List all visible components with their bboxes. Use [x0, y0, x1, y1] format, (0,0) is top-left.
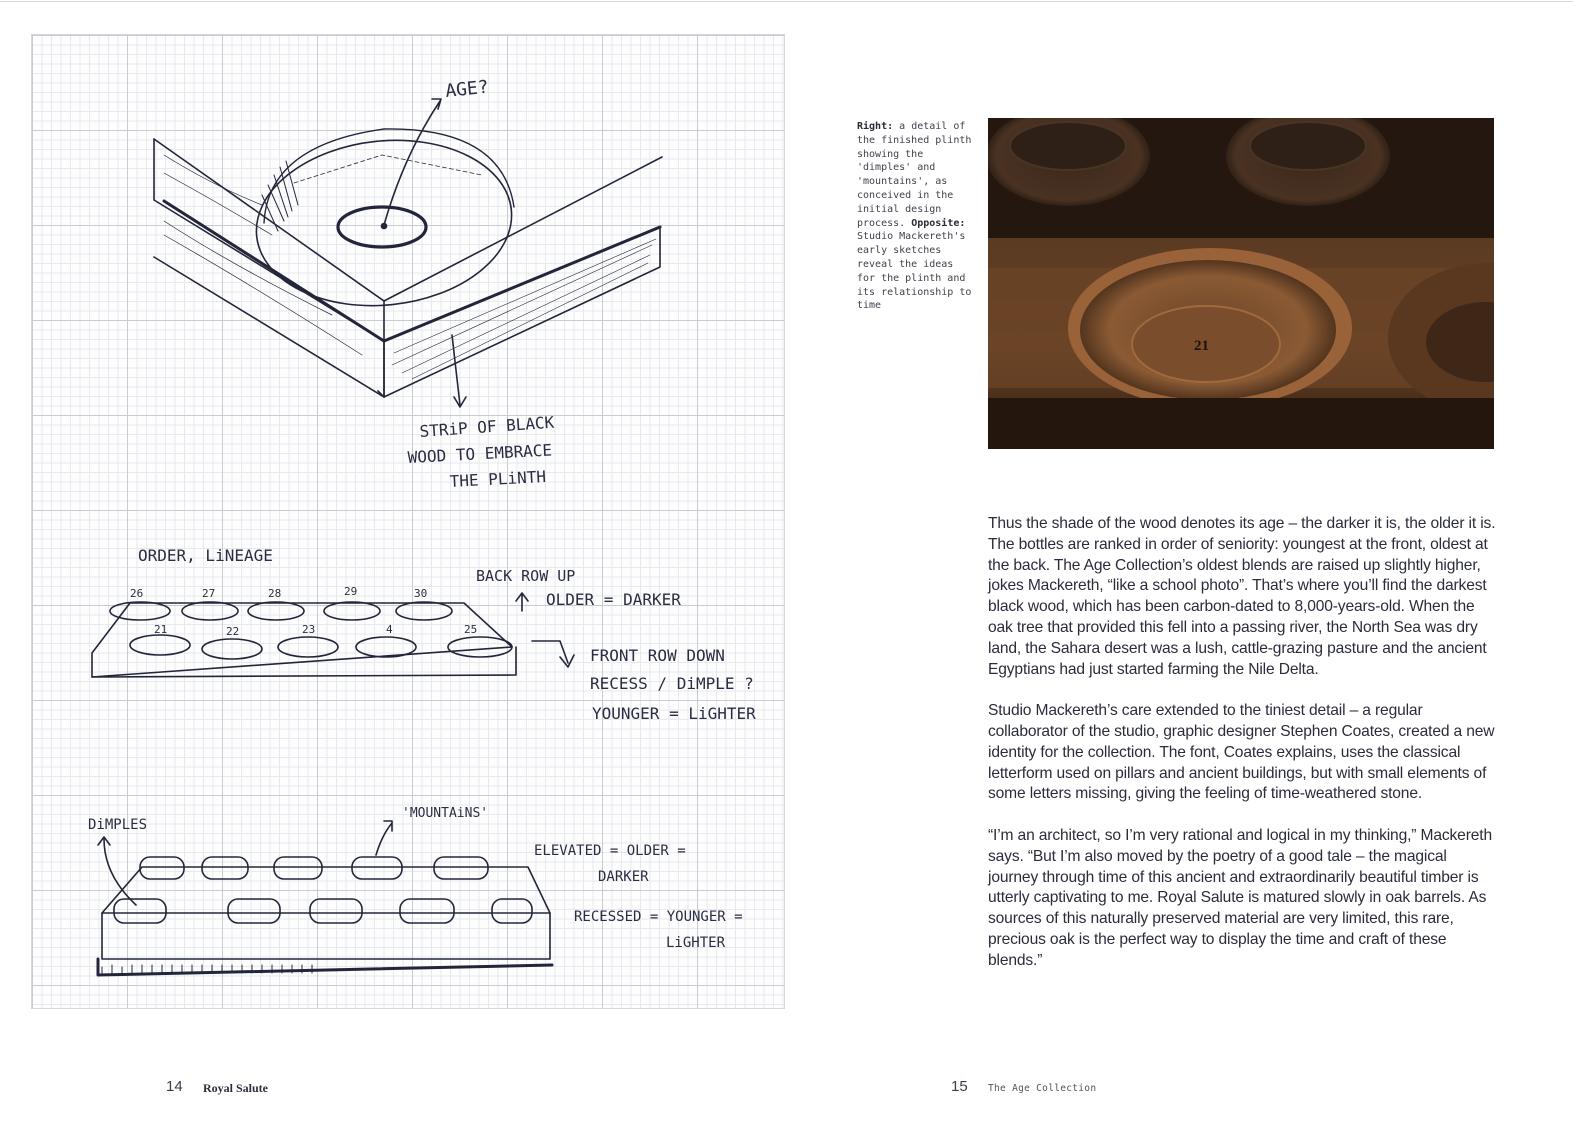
label-recessed-2: LiGHTER: [666, 935, 726, 951]
folio-left-title: Royal Salute: [203, 1081, 269, 1095]
back-number: 28: [268, 587, 282, 600]
sketch-corner-plinth: [154, 99, 662, 407]
folio-left-number: 14: [166, 1078, 183, 1095]
paragraph: “I’m an architect, so I’m very rational and logical in my thinking,” Mackereth says. “But I’m also moved by the poetry of a good tale – the magical journey through time of this ancient and extraordinarily beautiful timber is utterly captivating to me. Royal Salute is matured slowly in oak barrels. As sources of this naturally preserved material are very limited, this rare, precious oak is the perfect way to display the time and craft of these blends.”: [988, 826, 1492, 969]
sketch-graph-paper: [31, 34, 785, 1009]
label-back-row: BACK ROW UP: [476, 567, 576, 585]
plinth-detail-photo: [988, 118, 1494, 449]
label-front-row: FRONT ROW DOWN: [590, 646, 725, 665]
front-number: 4: [386, 623, 393, 636]
caption-opposite-label: Opposite:: [911, 217, 966, 229]
caption-right-label: Right:: [857, 121, 894, 132]
label-recess-dimple: RECESS / DiMPLE ?: [590, 674, 754, 693]
top-rule: [0, 1, 1573, 2]
label-older-darker: OLDER = DARKER: [546, 590, 681, 609]
folio-right-number: 15: [951, 1078, 968, 1095]
label-order-lineage: ORDER, LiNEAGE: [138, 546, 273, 565]
label-age: AGE?: [444, 76, 490, 102]
engraved-number: 21: [1194, 338, 1209, 354]
caption-right-text: a detail of the finished plinth showing the 'dimples' and 'mountains', as conceived in the initial design process.: [857, 121, 972, 229]
front-number: 23: [302, 623, 316, 636]
plinth-sketches: [32, 35, 784, 1008]
label-dimples: DiMPLES: [88, 817, 148, 833]
label-strip-3: THE PLiNTH: [449, 466, 547, 491]
front-number: 21: [154, 623, 168, 636]
label-mountains: 'MOUNTAiNS': [402, 806, 489, 821]
folio-right-title: The Age Collection: [988, 1083, 1097, 1094]
label-strip-1: STRiP OF BLACK: [418, 412, 555, 441]
sketch-dimples-mountains: [98, 821, 552, 975]
label-elevated-1: ELEVATED = OLDER =: [534, 843, 686, 859]
label-strip-2: WOOD TO EMBRACE: [407, 440, 553, 467]
label-younger-lighter: YOUNGER = LiGHTER: [592, 704, 756, 723]
label-recessed-1: RECESSED = YOUNGER =: [574, 909, 743, 925]
back-number: 29: [344, 585, 358, 598]
article-body: [988, 514, 1500, 992]
back-number: 26: [130, 587, 144, 600]
label-elevated-2: DARKER: [598, 869, 649, 885]
front-number: 22: [226, 625, 240, 638]
paragraph: Thus the shade of the wood denotes its age – the darker it is, the older it is. The bottles are ranked in order of seniority: youngest at the front, oldest at the back. The Age Collection’s oldest blends are raised up slightly higher, jokes Mackereth, “like a school photo”. That’s where you’ll find the darkest black wood, which has been carbon-dated to 8,000-years-old. When the oak tree that provided this fell into a passing river, the North Sea was dry land, the Sahara desert was a lush, cattle-grazing pasture and the ancient Egyptians had just started farming the Nile Delta.: [988, 515, 1496, 678]
back-number: 30: [414, 587, 428, 600]
paragraph: Studio Mackereth’s care extended to the tiniest detail – a regular collaborator of the studio, graphic designer Stephen Coates, created a new identity for the collection. The font, Coates explains, uses the classical letterform used on pillars and ancient buildings, but with small elements of some letters missing, giving the feeling of time-weathered stone.: [988, 702, 1495, 803]
caption-opposite-text: Studio Mackereth's early sketches reveal the ideas for the plinth and its relationship to time: [857, 231, 972, 312]
front-number: 25: [464, 623, 478, 636]
back-number: 27: [202, 587, 216, 600]
photo-caption: [857, 120, 975, 313]
